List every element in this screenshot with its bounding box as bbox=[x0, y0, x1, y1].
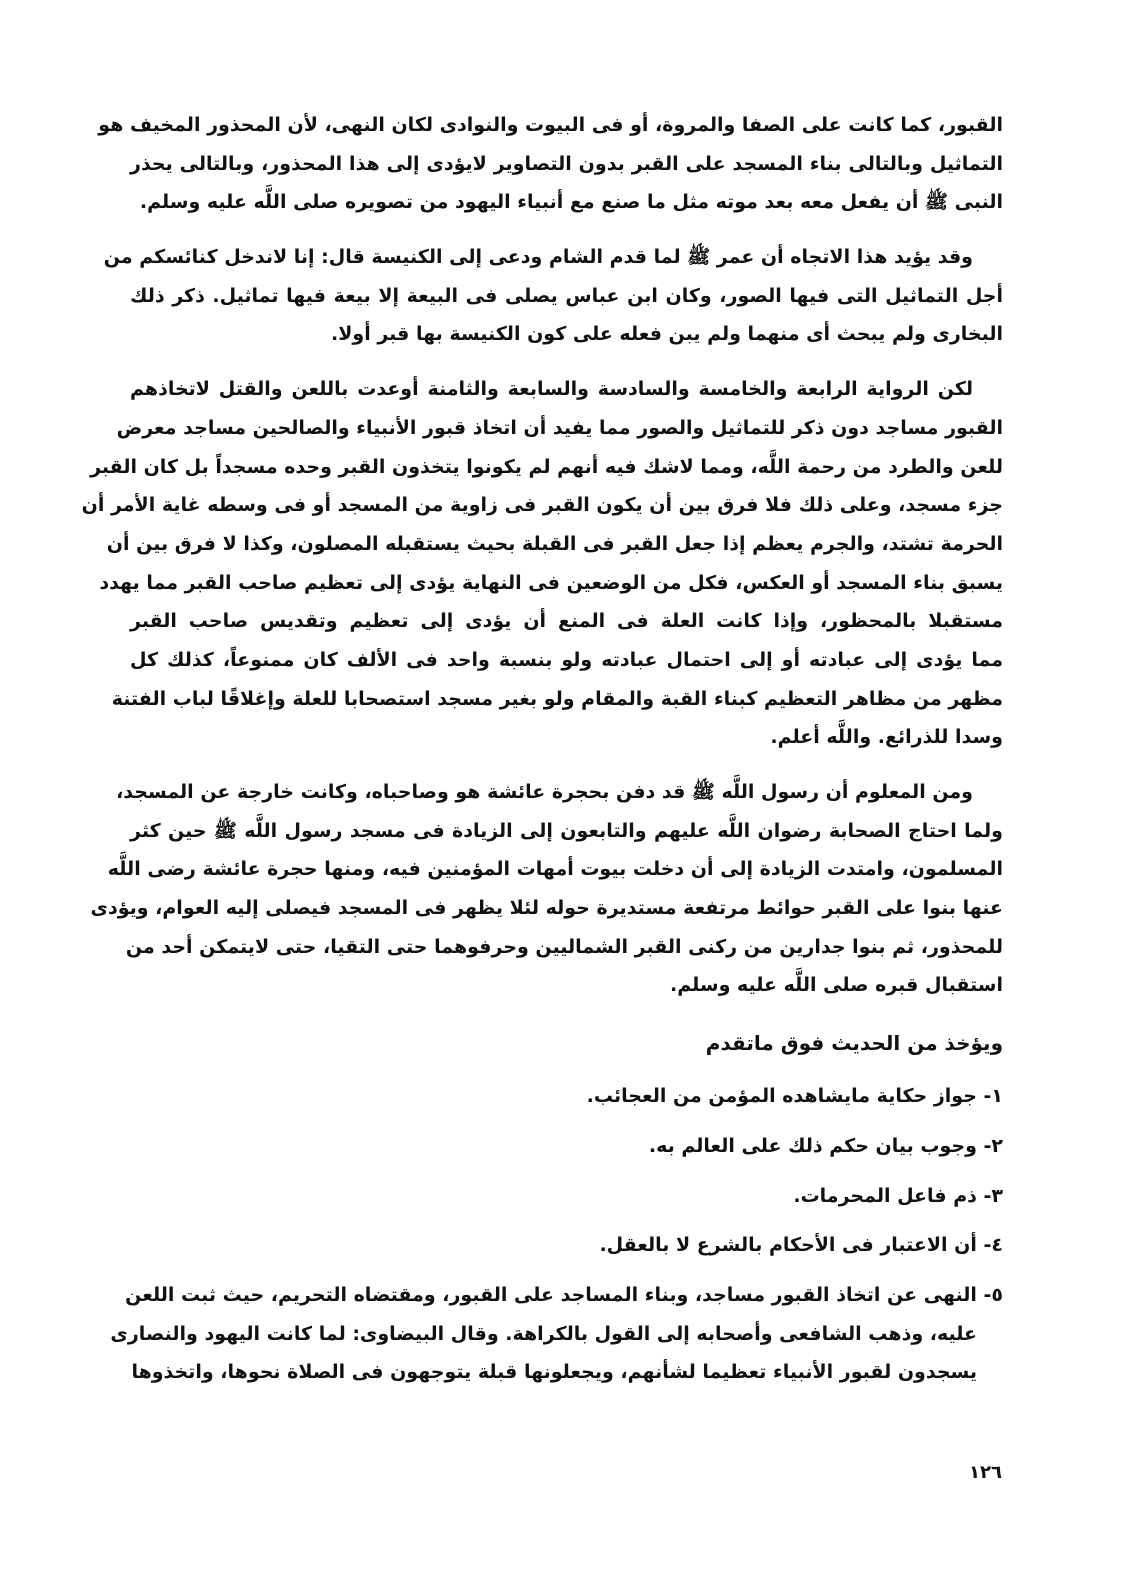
list-item-line: يسجدون لقبور الأنبياء تعظيما لشأنهم، ويجعلونها قبلة يتوجهون فى الصلاة نحوها، واتخذوها bbox=[131, 1361, 977, 1384]
list-item-line: ٢- وجوب بيان حكم ذلك على العالم به. bbox=[648, 1134, 1003, 1157]
list-item-line: ٤- أن الاعتبار فى الأحكام بالشرع لا بالعقل. bbox=[599, 1234, 1003, 1257]
text-line: أجل التماثيل التى فيها الصور، وكان ابن عباس يصلى فى البيعة إلا بيعة فيها تماثيل. ذكر ذلك bbox=[130, 284, 1003, 307]
page-number: ١٢٦ bbox=[969, 1462, 1002, 1483]
text-line: جزء مسجد، وعلى ذلك فلا فرق بين أن يكون القبر فى زاوية من المسجد أو فى وسطه غاية الأمر أن bbox=[81, 494, 1003, 517]
text-line: ولما احتاج الصحابة رضوان اللَّه عليهم والتابعون إلى الزيادة فى مسجد رسول اللَّه ﷺ حين كثر bbox=[130, 819, 1003, 842]
text-line: البخارى ولم يبحث أى منهما ولم يبن فعله على كون الكنيسة بها قبر أولا. bbox=[331, 323, 1003, 346]
text-line: مستقبلا بالمحظور، وإذا كانت العلة فى المنع أن يؤدى إلى تعظيم وتقديس صاحب القبر bbox=[130, 610, 1003, 633]
text-line: مظهر من مظاهر التعظيم كبناء القبة والمقام ولو بغير مسجد استصحابا للعلة وإغلاقًا لباب الفتنة bbox=[111, 687, 1003, 710]
page-body bbox=[81, 106, 1003, 1403]
text-line: عنها بنوا على القبر حوائط مرتفعة مستديرة حوله لئلا يظهر فى المسجد فيصلى إليه العوام، ويؤدى bbox=[90, 897, 1003, 920]
text-line: للعن والطرد من رحمة اللَّه، ومما لاشك فيه أنهم لم يكونوا يتخذون القبر وحده مسجداً بل كان القبر bbox=[90, 455, 1003, 478]
list-item bbox=[130, 1077, 1003, 1116]
text-line: لكن الرواية الرابعة والخامسة والسادسة والسابعة والثامنة أوعدت باللعن والقتل لاتخاذهم bbox=[130, 378, 973, 401]
text-line: ومن المعلوم أن رسول اللَّه ﷺ قد دفن بحجرة عائشة هو وصاحباه، وكانت خارجة عن المسجد، bbox=[116, 781, 973, 803]
body-paragraphs bbox=[81, 106, 1003, 1005]
list-item-line: ٥- النهى عن اتخاذ القبور مساجد، وبناء المساجد على القبور، ومقتضاه التحريم، حيث ثبت اللعن bbox=[125, 1283, 1003, 1306]
section-heading: ويؤخذ من الحديث فوق ماتقدم bbox=[705, 1031, 1003, 1056]
list-item-line: ٣- ذم فاعل المحرمات. bbox=[793, 1184, 1003, 1207]
text-line: المسلمون، وامتدت الزيادة إلى أن دخلت بيوت أمهات المؤمنين فيه، ومنها حجرة عائشة رضى اللَّه bbox=[107, 858, 1003, 881]
list-item bbox=[130, 1226, 1003, 1265]
text-line: مما يؤدى إلى عبادته أو إلى احتمال عبادته ولو بنسبة واحد فى الألف كان ممنوعاً، كذلك كل bbox=[130, 648, 1003, 671]
list-item-line: عليه، وذهب الشافعى وأصحابه إلى القول بالكراهة. وقال البيضاوى: لما كانت اليهود والنصارى bbox=[110, 1322, 977, 1345]
text-line: للمحذور، ثم بنوا جدارين من ركنى القبر الشماليين وحرفوهما حتى التقيا، حتى لايتمكن أحد من bbox=[125, 935, 1003, 958]
text-line: وسدا للذرائع. واللَّه أعلم. bbox=[770, 726, 1003, 749]
text-line: الحرمة تشتد، والجرم يعظم إذا جعل القبر فى القبلة بحيث يستقبله المصلون، وكذا لا فرق بين أن bbox=[106, 532, 1003, 555]
text-line: يسبق بناء المسجد أو العكس، فكل من الوضعين فى النهاية يؤدى إلى تعظيم صاحب القبر مما يهدد bbox=[99, 571, 1003, 594]
list-item-line: ١- جواز حكاية مايشاهده المؤمن من العجائب. bbox=[586, 1085, 1003, 1108]
list-item bbox=[110, 1276, 1003, 1392]
text-line: القبور، كما كانت على الصفا والمروة، أو فى البيوت والنوادى لكان النهى، لأن المحذور المخيف هو bbox=[98, 114, 1003, 136]
paragraph bbox=[98, 106, 1003, 222]
text-line: القبور مساجد دون ذكر للتماثيل والصور مما يفيد أن اتخاذ قبور الأنبياء والصالحين مساجد معرض bbox=[116, 416, 1003, 439]
text-line: التماثيل وبالتالى بناء المسجد على القبر بدون التصاوير لايؤدى إلى هذا المحذور، وبالتالى يحذر bbox=[130, 152, 1003, 175]
text-line: النبى ﷺ أن يفعل معه بعد موته مثل ما صنع مع أنبياء اليهود من تصويره صلى اللَّه عليه وسلم. bbox=[139, 191, 1003, 214]
text-line: استقبال قبره صلى اللَّه عليه وسلم. bbox=[670, 974, 1003, 997]
list-item bbox=[130, 1127, 1003, 1166]
paragraph bbox=[103, 238, 1003, 354]
paragraph bbox=[81, 370, 1003, 757]
numbered-list bbox=[110, 1077, 1003, 1392]
text-line: وقد يؤيد هذا الاتجاه أن عمر ﷺ لما قدم الشام ودعى إلى الكنيسة قال: إنا لاندخل كنائسكم من bbox=[103, 246, 973, 269]
list-item bbox=[130, 1177, 1003, 1216]
paragraph bbox=[90, 773, 1003, 1005]
